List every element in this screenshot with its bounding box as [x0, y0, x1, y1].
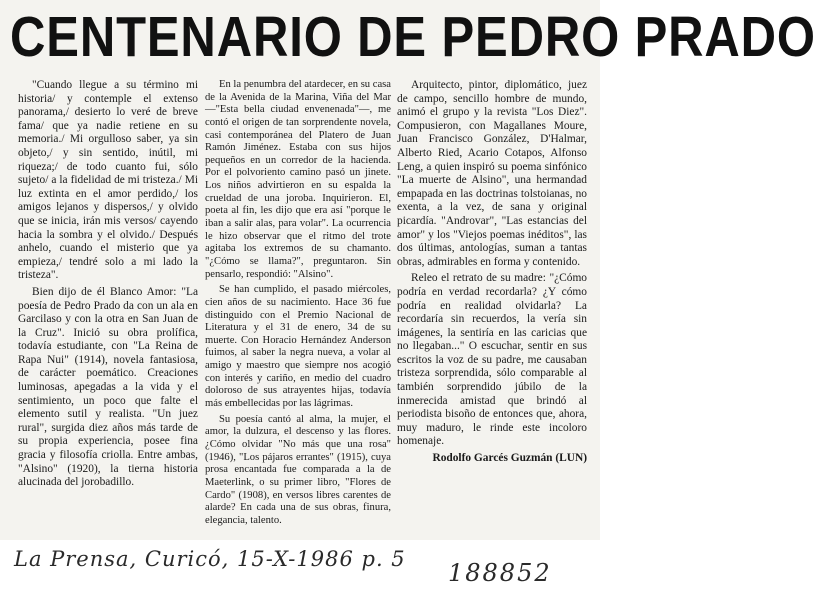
article-paragraph: Bien dijo de él Blanco Amor: "La poesía de Pedro Prado da con un ala en Garcilaso y con la otra en San Juan de la Cruz". Inició su obra prolífica, todavía estudiante, con "La Reina de Rapa Nui" (1914), novela fantasiosa, de carácter poemático. Creaciones luminosas, apegadas a la vida y el sentimiento, un poco que falte el elemento sutil y realista. "Un juez rural", surgida diez años más tarde de su propia experiencia, posee fina gracia y filosofía criolla. Entre ambas, "Alsino" (1920), la tierna historia alucinada del jorobadillo. — [18, 285, 198, 489]
article-paragraph: Arquitecto, pintor, diplomático, juez de campo, sencillo hombre de mundo, animó el grupo y la revista "Los Diez". Compusieron, con Magallanes Moure, Juan Francisco González, D'Halmar, Alberto Ried, Acario Cotapos, Alfonso Leng, a quien inspiró su poema sinfónico "La muerte de Alsino", una hermandad empapada en las doctrinas tolstoianas, no exenta, a la vez, de sana y original picardía. "Androvar", "Las estancias del amor" y los "Viejos poemas inéditos", las dos últimas, antologías, suman a tantas obras, admirables en forma y contenido. — [397, 79, 587, 268]
article-column-1 — [18, 79, 198, 493]
article-paragraph: Su poesía cantó al alma, la mujer, el amor, la dulzura, el descenso y las flores. ¿Cómo olvidar "No más que una rosa" (1946), "Los pájaros errantes" (1915), cuya prosa encantada fue comparada a la de Maeterlink, o su primer libro, "Flores de Cardo" (1908), en versos libres carentes de alarde? En cada una de sus obras, finura, elegancia, talento. — [205, 413, 391, 526]
handwritten-source-note: La Prensa, Curicó, 15-X-1986 p. 5 — [14, 547, 406, 571]
article-column-3 — [397, 79, 587, 469]
article-column-2 — [205, 79, 391, 530]
article-headline: CENTENARIO DE PEDRO PRADO — [10, 5, 816, 69]
article-paragraph: Releo el retrato de su madre: "¿Cómo podría en verdad recordarla? ¿Y cómo podría en realidad olvidarla? La recordaría sin recuerdos, la vería sin imágenes, la sentiría en las caricias que no llegaban..." O escuchar, sentir en sus escritos la voz de su padre, me causaban tristeza sorprendida, sólo comparable al también sorprendido júbilo de la inmerecida amistad que brindó al periodista bisoño de entonces que, ahora, muy maduro, le rinde este incoloro homenaje. — [397, 272, 587, 448]
article-byline: Rodolfo Garcés Guzmán (LUN) — [432, 452, 587, 465]
article-paragraph: Se han cumplido, el pasado miércoles, cien años de su nacimiento. Hace 36 fue distinguido con el Premio Nacional de Literatura y el 31 de enero, 34 de su muerte. Con Horacio Hernández Anderson fuimos, al saber la negra nueva, a volar al amigo y maestro que siempre nos acogió con interés y cariño, en medio del cuadro doloroso de sus atrayentes hijas, todavía más embellecidas por las lágrimas. — [205, 284, 391, 410]
handwritten-archive-number: 188852 — [448, 559, 552, 587]
article-paragraph: "Cuando llegue a su término mi historia/ y contemple el extenso panorama,/ desierto lo veré de breve fama/ que ya nadie retiene en su memoria./ Mi orgulloso saber, ya sin objeto,/ y sin sentido, inútil, mi riqueza;/ de todo cuanto fui, sólo sujeto/ a la fidelidad de mi tristeza./ Mi luz extinta en el amor perdido,/ los amigos lejanos y dispersos,/ y olvido que se inicia, irán mis versos/ cayendo hacia la sombra y el olvido./ Después anhelo, cuando el misterio que ya empieza,/ tendré solo a mi lado la tristeza". — [18, 79, 198, 282]
article-paragraph: En la penumbra del atardecer, en su casa de la Avenida de la Marina, Viña del Mar —"Esta bella ciudad envenenada"—, me contó el origen de tan sorprendente novela, casi contemporánea del Platero de Juan Ramón Jiménez. Estaba con sus hijos pequeños en un corredor de la hacienda. Por el polvoriento camino pasó un jinete. Los niños advirtieron en su espalda la crueldad de una joroba. Inquirieron. El, poeta al fin, les dijo que era así "porque le iban a salir alas, para volar". La ocurrencia le hizo observar que el ritmo del trote agitaba los extremos de su chamanto. "¿Cómo se llama?", preguntaron. Sin pensarlo, respondió: "Alsino". — [205, 79, 391, 280]
